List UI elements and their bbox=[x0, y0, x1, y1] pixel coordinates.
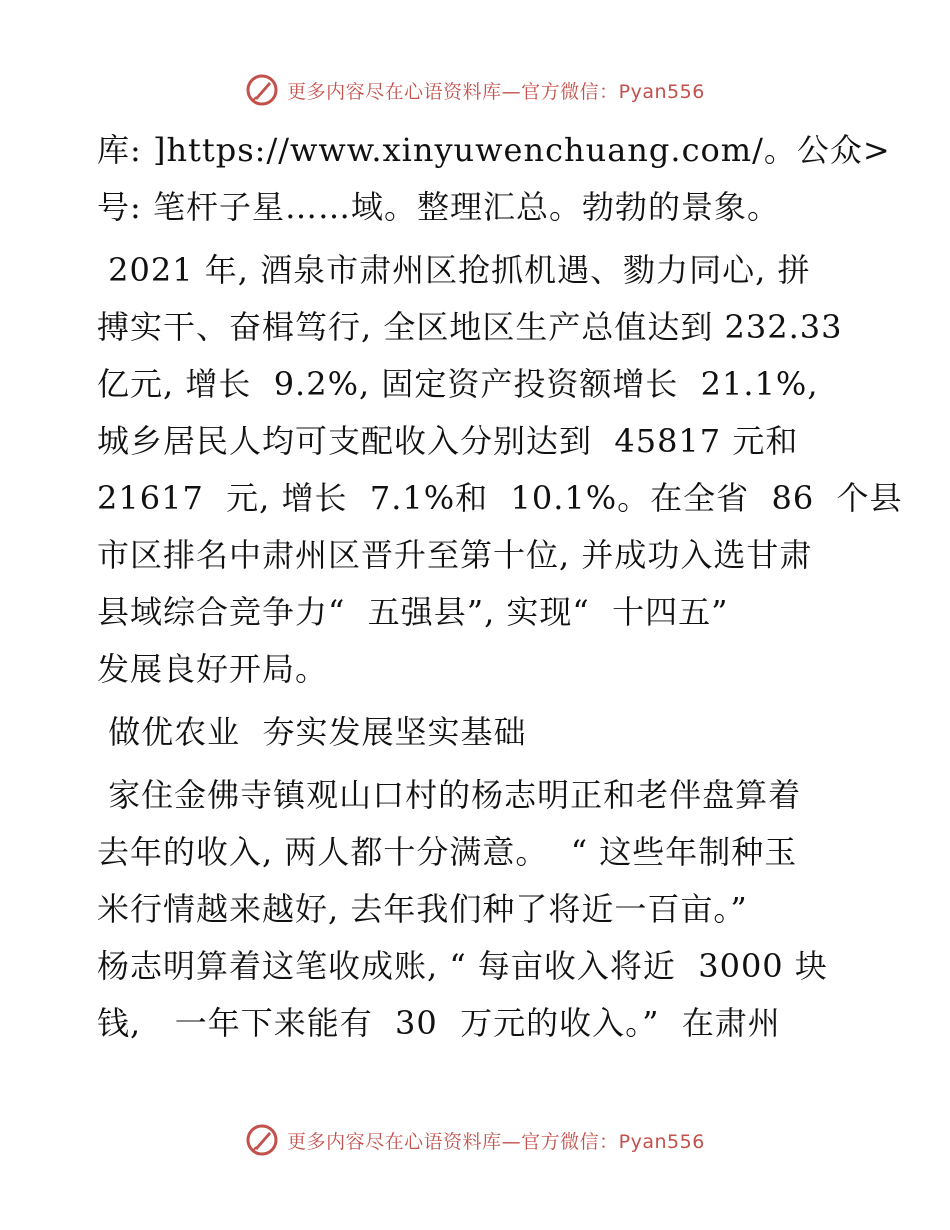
text-line: 库: ]https://www.xinyuwenchuang.com/。公众> bbox=[97, 131, 891, 169]
quill-pen-logo-icon bbox=[245, 1123, 279, 1157]
heading-text: 做优农业 夯实发展坚实基础 bbox=[97, 713, 527, 751]
text-line: 号: 笔杆子星……域。整理汇总。勃勃的景象。 bbox=[97, 188, 780, 226]
text-line: 去年的收入, 两人都十分满意。 “ 这些年制种玉 bbox=[97, 833, 798, 871]
text-line: 米行情越来越好, 去年我们种了将近一百亩。” bbox=[97, 890, 748, 928]
footer-banner-text: 更多内容尽在心语资料库—官方微信：Pyan556 bbox=[287, 1130, 705, 1153]
text-line: 亿元, 增长 9.2%, 固定资产投资额增长 21.1%, bbox=[97, 365, 819, 403]
text-line: 发展良好开局。 bbox=[97, 650, 329, 688]
text-line: 县域综合竞争力“ 五强县”, 实现“ 十四五” bbox=[97, 593, 729, 631]
section-heading bbox=[97, 704, 867, 761]
text-line: 2021 年, 酒泉市肃州区抢抓机遇、勠力同心, 拼 bbox=[97, 251, 811, 289]
text-line: 杨志明算着这笔收成账, “ 每亩收入将近 3000 块 bbox=[97, 947, 828, 985]
header-banner-text: 更多内容尽在心语资料库—官方微信：Pyan556 bbox=[287, 80, 705, 103]
paragraph-3 bbox=[97, 767, 867, 1052]
text-line: 城乡居民人均可支配收入分别达到 45817 元和 bbox=[97, 422, 799, 460]
text-line: 家住金佛寺镇观山口村的杨志明正和老伴盘算着 bbox=[97, 776, 802, 814]
quill-pen-logo-icon bbox=[245, 73, 279, 107]
text-line: 21617 元, 增长 7.1%和 10.1%。在全省 86 个县 bbox=[97, 479, 903, 517]
footer-banner bbox=[0, 1120, 950, 1160]
text-line: 市区排名中肃州区晋升至第十位, 并成功入选甘肃 bbox=[97, 536, 813, 574]
paragraph-1 bbox=[97, 122, 891, 236]
paragraph-2 bbox=[97, 242, 903, 698]
document-body bbox=[97, 122, 903, 1052]
text-line: 搏实干、奋楫笃行, 全区地区生产总值达到 232.33 bbox=[97, 308, 843, 346]
text-line: 钱, 一年下来能有 30 万元的收入。” 在肃州 bbox=[97, 1004, 781, 1042]
header-banner bbox=[0, 70, 950, 110]
